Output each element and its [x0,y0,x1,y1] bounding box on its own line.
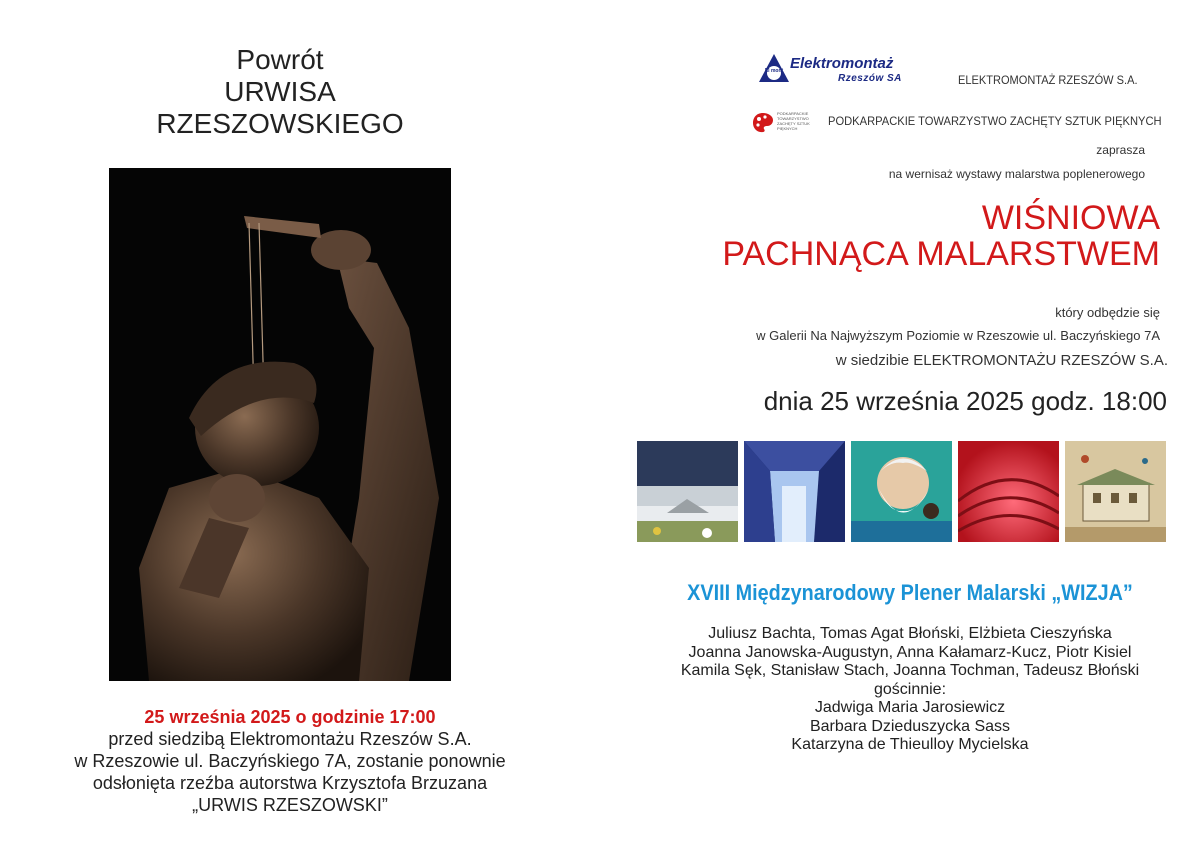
invites-text: zaprasza [1096,143,1145,157]
society-name: PODKARPACKIE TOWARZYSTWO ZACHĘTY SZTUK PIĘKNYCH [828,114,1162,128]
sculpture-photo [109,168,451,681]
info-line: odsłonięta rzeźba autorstwa Krzysztofa Brzuzana [92,773,488,793]
title-line: Powrót [236,44,324,75]
venue-line: który odbędzie się [1055,305,1160,320]
sculpture-illustration [109,168,451,681]
info-line: w Rzeszowie ul. Baczyńskiego 7A, zostanie ponownie [74,751,506,771]
company-name: ELEKTROMONTAŻ RZESZÓW S.A. [958,73,1138,87]
title-line: RZESZOWSKIEGO [156,108,404,139]
painting-thumbnail [637,441,738,542]
venue-line: w Galerii Na Najwyższym Poziomie w Rzeszowie ul. Baczyńskiego 7A [756,328,1160,343]
title-line: URWISA [224,76,336,107]
artist-line: Jadwiga Maria Jarosiewicz [814,699,1006,716]
info-line: przed siedzibą Elektromontażu Rzeszów S.A. [108,729,472,749]
venue-line: w siedzibie ELEKTROMONTAŻU RZESZÓW S.A. [835,352,1168,369]
palette-logo-icon [751,111,775,140]
exhibition-title-line: PACHNĄCA MALARSTWEM [722,235,1160,273]
vernissage-text: na wernisaż wystawy malarstwa poplenerowego [888,167,1145,181]
exhibition-title-line: WIŚNIOWA [981,199,1160,237]
artist-line: Joanna Janowska-Augustyn, Anna Kałamarz-Kucz, Piotr Kisiel [688,643,1132,661]
logo-mark: El mont [764,68,784,74]
artist-line: Barbara Dzieduszycka Sass [809,717,1011,735]
painting-thumbnail [744,441,845,542]
logo2-text: PODKARPACKIE TOWARZYSTWO ZACHĘTY SZTUK PIĘKNYCH [777,111,810,131]
plener-title: XVIII Międzynarodowy Plener Malarski „WIZJA” [687,580,1133,605]
artist-line: Juliusz Bachta, Tomas Agat Błoński, Elżbieta Cieszyńska [708,625,1112,642]
painting-thumbnails [637,441,1168,542]
painting-thumbnail [851,441,952,542]
artist-list [600,625,1200,755]
logo-sub: Rzeszów SA [838,73,902,84]
elektromontaz-logo-icon [757,52,791,91]
guests-label: gościnnie: [873,680,947,698]
event-date: dnia 25 września 2025 godz. 18:00 [763,386,1167,416]
unveiling-date: 25 września 2025 o godzinie 17:00 [144,707,436,727]
unveiling-info [40,706,540,816]
left-title [60,44,500,140]
painting-thumbnail [1065,441,1166,542]
info-line: „URWIS RZESZOWSKI” [192,795,388,815]
artist-line: Kamila Sęk, Stanisław Stach, Joanna Tochman, Tadeusz Błoński [680,662,1140,679]
painting-thumbnail [958,441,1059,542]
exhibition-title [600,200,1160,272]
artist-line: Katarzyna de Thieulloy Mycielska [791,736,1029,753]
logo-name: Elektromontaż [790,55,894,72]
